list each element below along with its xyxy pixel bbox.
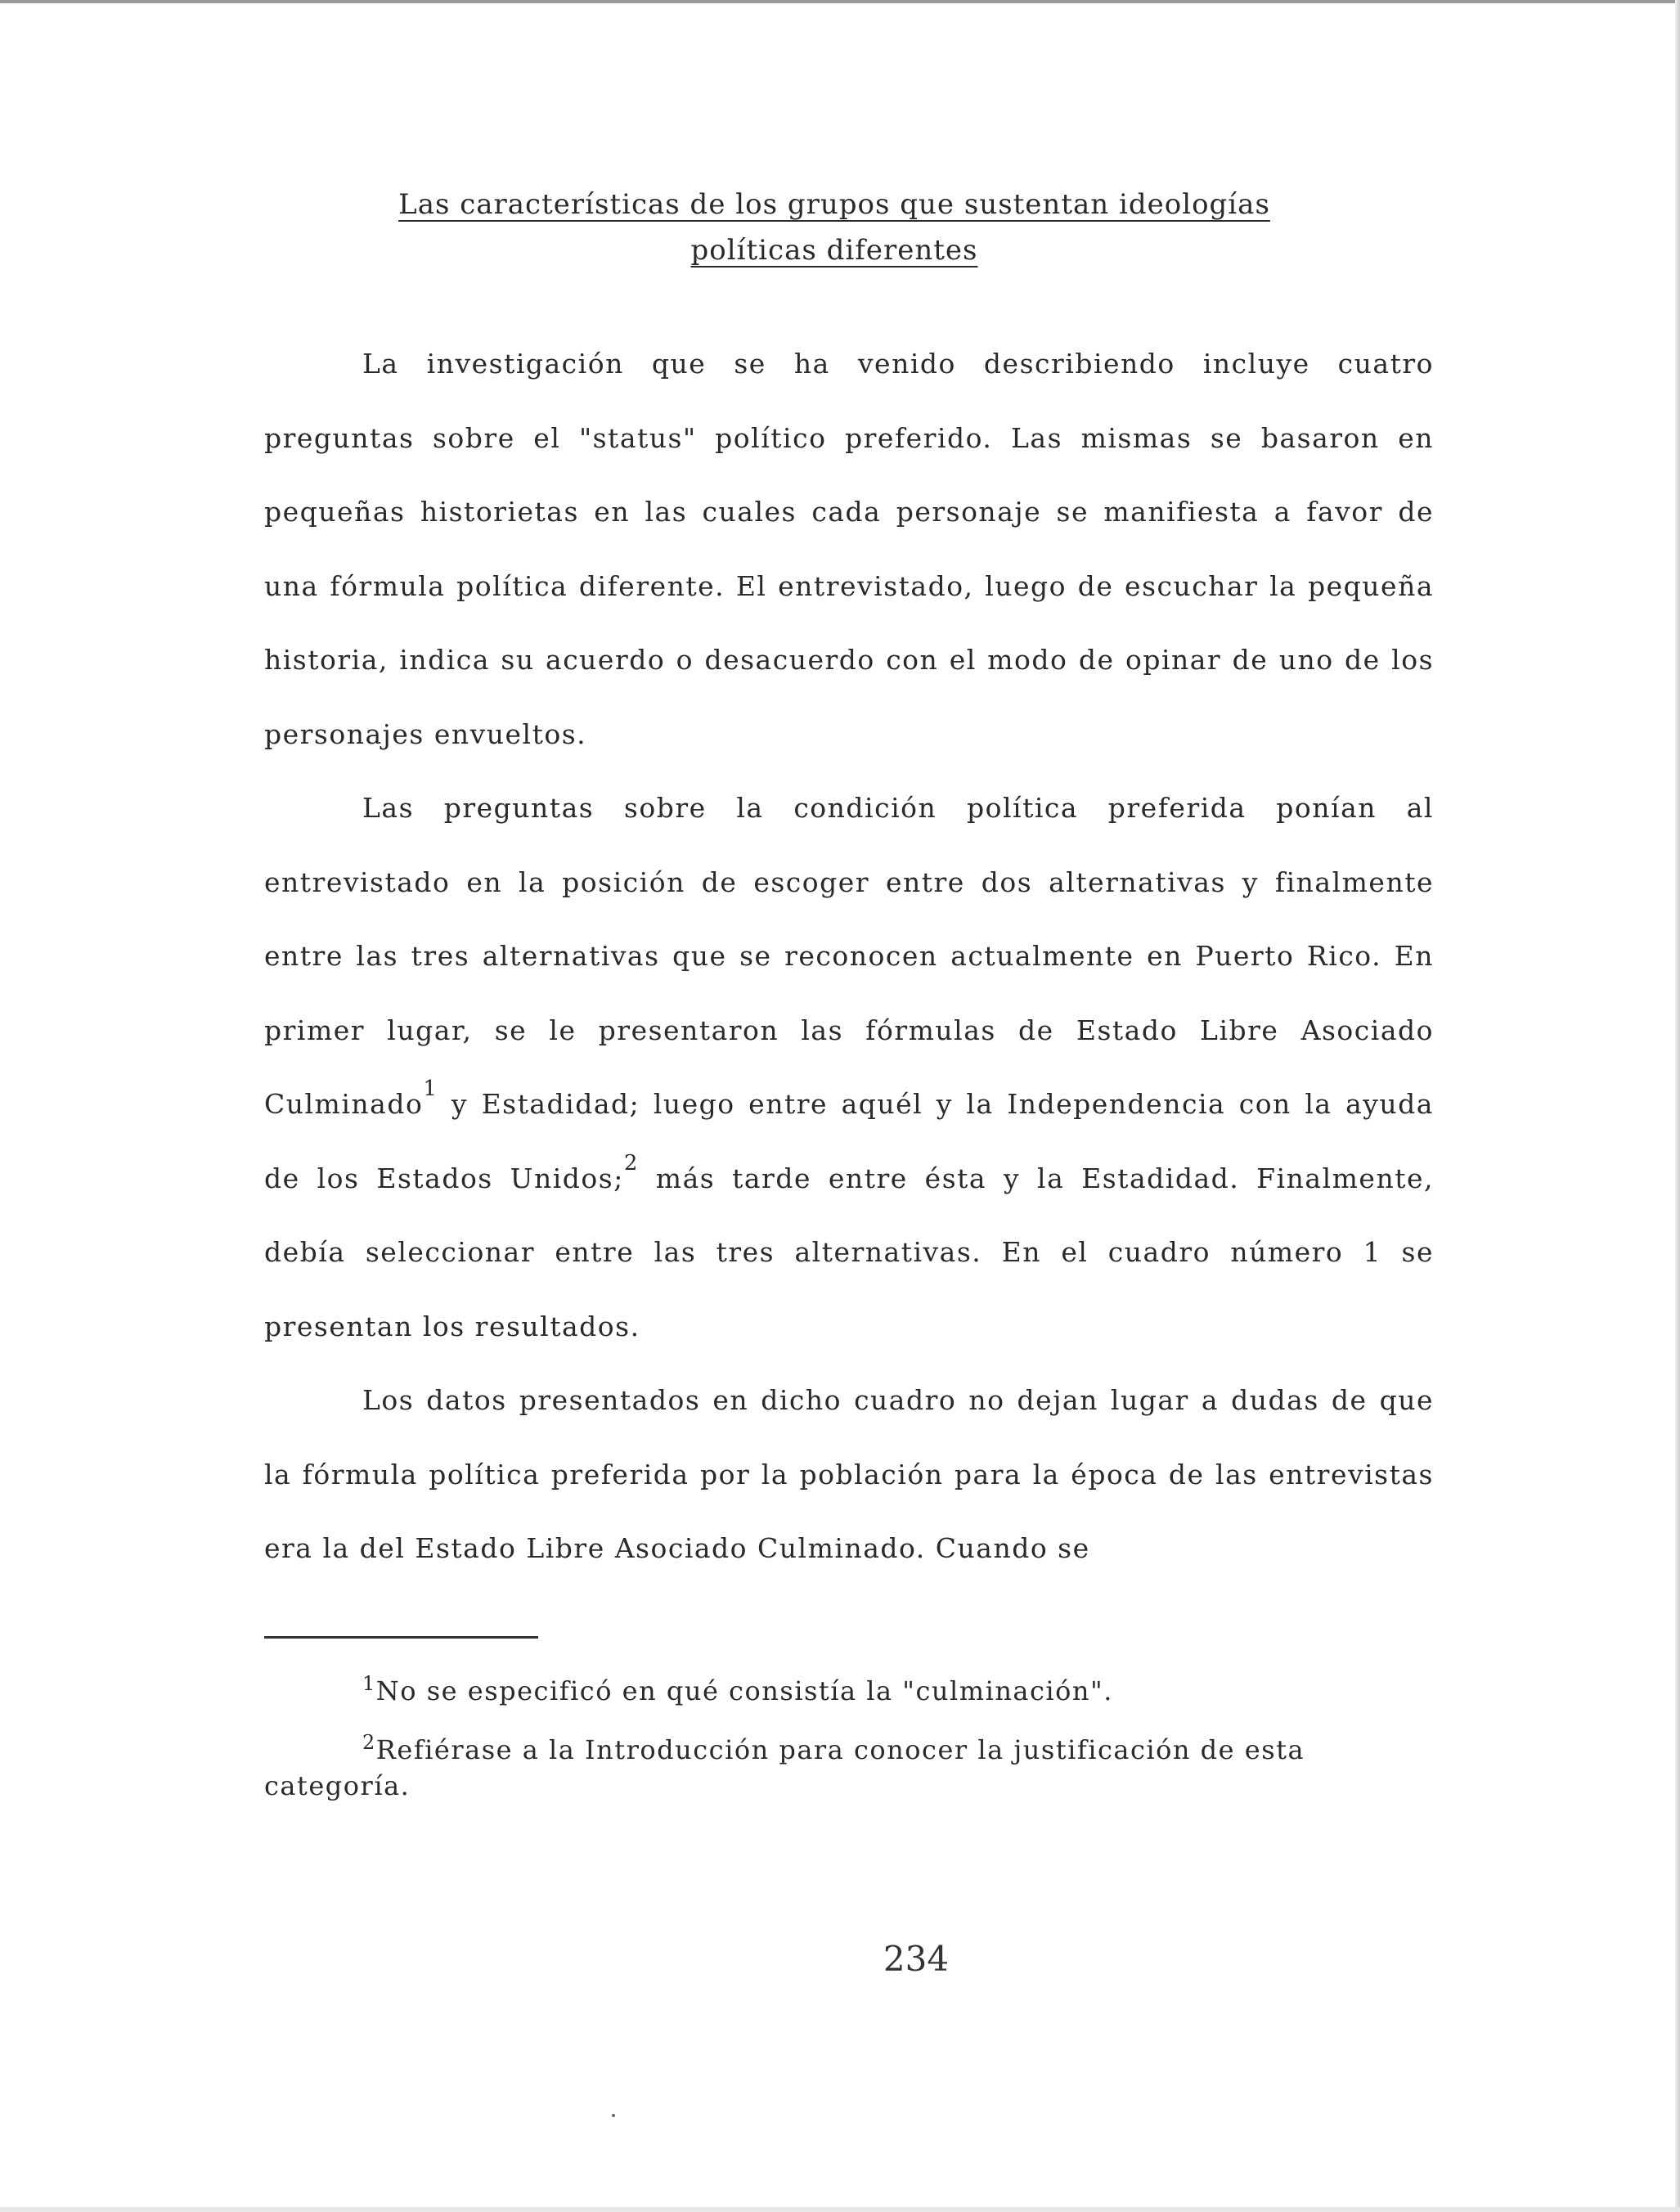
page-number: 234 (883, 1939, 950, 1979)
footnote-1 (264, 1673, 1434, 1709)
scan-speck (612, 2114, 615, 2117)
footnote-ref-1: 1 (423, 1077, 438, 1101)
page-top-edge (0, 0, 1680, 3)
footnote-1-marker: 1 (362, 1672, 376, 1695)
footnote-2-marker: 2 (362, 1731, 376, 1754)
section-title-line-2: políticas diferentes (690, 234, 978, 267)
section-title-line-1: Las características de los grupos que sustentan ideologías (398, 188, 1270, 221)
page-bottom-edge (0, 2207, 1680, 2212)
footnote-1-text: No se especificó en qué consistía la "culminación". (375, 1675, 1113, 1706)
footnote-ref-2: 2 (623, 1150, 639, 1176)
paragraph-1: La investigación que se ha venido describiendo incluye cuatro preguntas sobre el "status" político preferido. Las mismas se basaron en pequeñas historietas en las cuales cada personaje se manifiesta a favor de una fórmula política diferente. El entrevistado, luego de escuchar la pequeña historia, indica su acuerdo o desacuerdo con el modo de opinar de uno de los personajes envueltos. (264, 348, 1434, 750)
section-title (262, 182, 1407, 273)
paragraph-2 (264, 771, 1434, 1364)
body-text (264, 327, 1434, 1586)
paragraph-2-part-2: y Estadidad; luego entre aquél y la Independencia con la ayuda de los Estados Unidos; (264, 1088, 1434, 1194)
paragraph-2-part-3: más tarde entre ésta y la Estadidad. Finalmente, debía seleccionar entre las tres alternativas. En el cuadro número 1 se presentan los resultados. (264, 1162, 1434, 1342)
footnote-2-text: Refiérase a la Introducción para conocer la justificación de esta categoría. (264, 1734, 1305, 1801)
footnote-2 (264, 1732, 1434, 1804)
page-right-edge (1675, 0, 1680, 2212)
paragraph-2-part-1: Las preguntas sobre la condición política preferida ponían al entrevistado en la posición de escoger entre dos alternativas y finalmente entre las tres alternativas que se reconocen actualmente en Puerto Rico. En primer lugar, se le presentaron las fórmulas de Estado Libre Asociado Culminado (264, 792, 1434, 1120)
paragraph-3: Los datos presentados en dicho cuadro no dejan lugar a dudas de que la fórmula política preferida por la población para la época de las entrevistas era la del Estado Libre Asociado Culminado. Cuando se (264, 1384, 1434, 1564)
footnotes (264, 1673, 1434, 1827)
footnote-separator (264, 1636, 538, 1639)
